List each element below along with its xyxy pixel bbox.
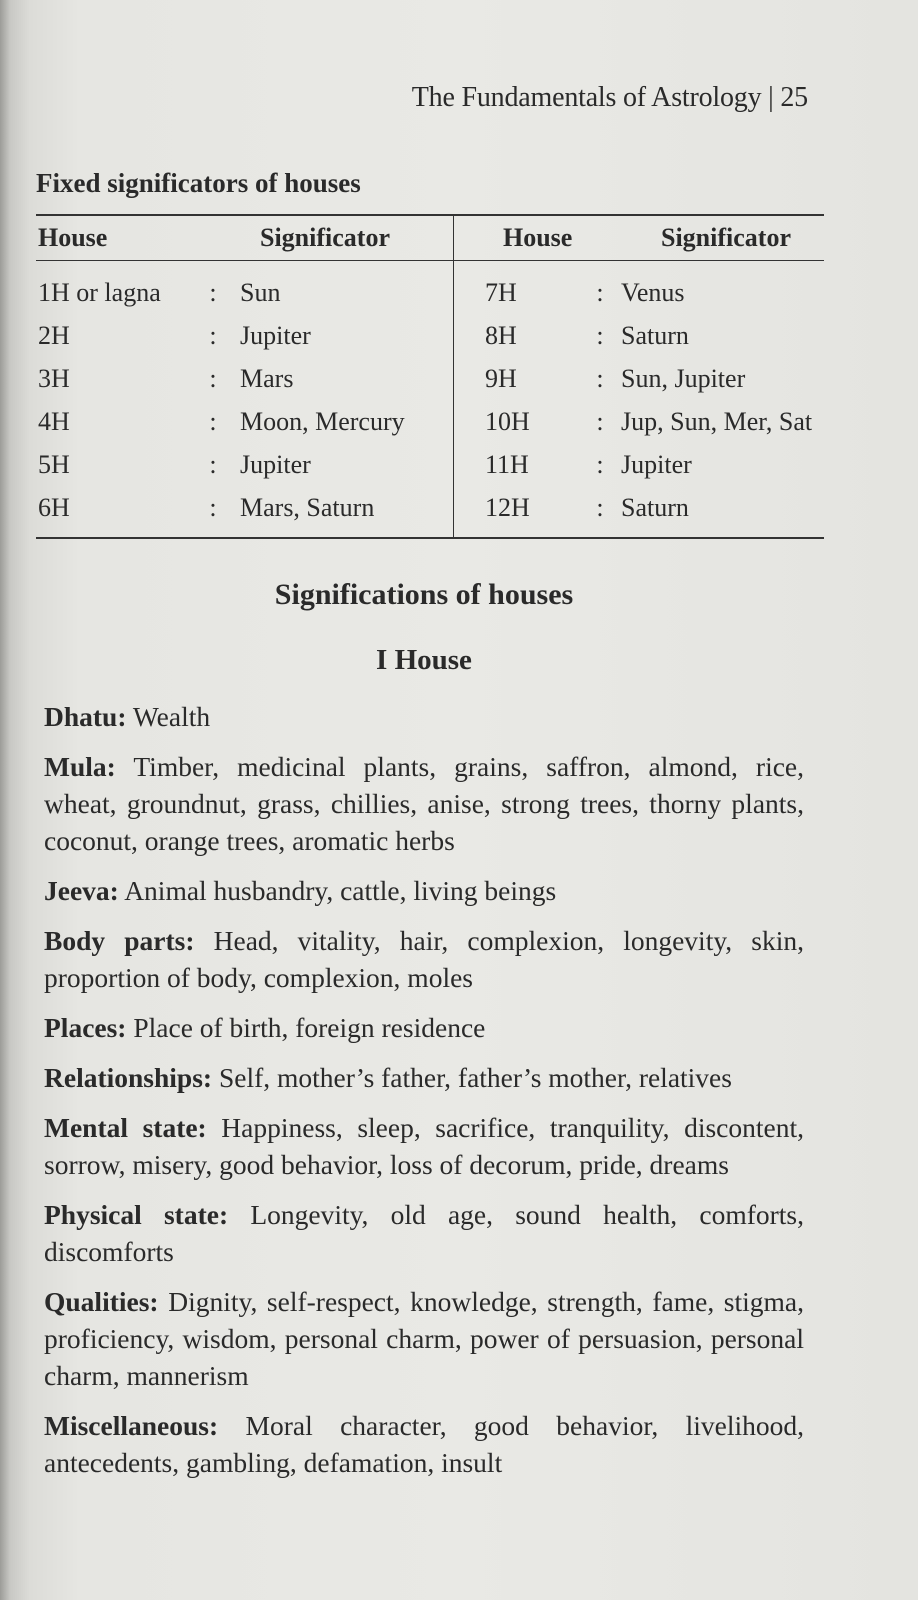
- entry-text: Place of birth, foreign residence: [133, 1012, 486, 1043]
- significator-cell: Saturn: [621, 492, 689, 522]
- entry-label: Miscellaneous:: [44, 1410, 219, 1441]
- separator: :: [209, 320, 217, 350]
- significator-cell: Mars: [240, 363, 294, 393]
- house-cell: 7H: [485, 277, 517, 307]
- entry-places: [44, 1009, 804, 1046]
- separator: :: [209, 406, 217, 436]
- house-cell: 3H: [38, 363, 70, 393]
- entry-text: Head, vitality, hair, complexion, longevity, skin, proportion of body, complexion, moles: [44, 925, 805, 993]
- table-column-divider: [453, 216, 454, 537]
- significator-cell: Saturn: [621, 320, 689, 350]
- table-row: [36, 357, 824, 400]
- significator-cell: Sun, Jupiter: [621, 363, 746, 393]
- significator-cell: Sun: [240, 277, 281, 307]
- entry-label: Mula:: [44, 751, 116, 782]
- entry-label: Jeeva:: [44, 875, 119, 906]
- table-row: [36, 443, 824, 486]
- entry-label: Relationships:: [44, 1062, 213, 1093]
- separator: :: [596, 406, 604, 436]
- entry-jeeva: [44, 872, 804, 909]
- house-cell: 6H: [38, 492, 70, 522]
- entry-text: Longevity, old age, sound health, comforts, discomforts: [44, 1199, 804, 1267]
- section-title: Significations of houses: [274, 578, 574, 611]
- sub-title: I House: [376, 644, 472, 676]
- house-cell: 9H: [485, 363, 517, 393]
- table-row: [36, 486, 824, 529]
- entry-label: Dhatu:: [44, 701, 127, 732]
- header-house-left: House: [38, 223, 108, 252]
- significators-table: [36, 214, 824, 539]
- entry-label: Mental state:: [44, 1112, 207, 1143]
- significator-cell: Jupiter: [240, 320, 311, 350]
- separator: :: [596, 320, 604, 350]
- header-significator-left: Significator: [260, 223, 390, 252]
- header-house-right: House: [503, 223, 573, 252]
- entry-text: Moral character, good behavior, livelihood, antecedents, gambling, defamation, insult: [44, 1410, 805, 1478]
- entry-qualities: [44, 1283, 804, 1394]
- entry-label: Qualities:: [44, 1286, 159, 1317]
- house-cell: 10H: [485, 406, 530, 436]
- entry-text: Wealth: [132, 701, 211, 732]
- entry-text: Animal husbandry, cattle, living beings: [124, 875, 557, 906]
- entry-label: Physical state:: [44, 1199, 229, 1230]
- separator: :: [209, 492, 217, 522]
- entry-miscellaneous: [44, 1407, 804, 1481]
- entry-physical-state: [44, 1196, 804, 1270]
- entry-text: Self, mother’s father, father’s mother, relatives: [218, 1062, 732, 1093]
- entry-text: Dignity, self-respect, knowledge, strength, fame, stigma, proficiency, wisdom, personal charm, power of persuasion, personal charm, mannerism: [44, 1286, 804, 1391]
- significator-cell: Mars, Saturn: [240, 492, 375, 522]
- separator: :: [596, 449, 604, 479]
- table-body: [36, 261, 824, 537]
- significator-cell: Jupiter: [240, 449, 311, 479]
- table-row: [36, 400, 824, 443]
- house-cell: 8H: [485, 320, 517, 350]
- entry-mental-state: [44, 1109, 804, 1183]
- house-cell: 12H: [485, 492, 530, 522]
- entry-mula: [44, 748, 804, 859]
- running-head: The Fundamentals of Astrology | 25: [411, 82, 808, 113]
- header-significator-right: Significator: [661, 223, 791, 252]
- separator: :: [209, 277, 217, 307]
- separator: :: [596, 363, 604, 393]
- significator-cell: Moon, Mercury: [240, 406, 405, 436]
- house-cell: 1H or lagna: [38, 277, 161, 307]
- separator: :: [209, 449, 217, 479]
- separator: :: [596, 277, 604, 307]
- significator-cell: Jup, Sun, Mer, Sat: [621, 406, 813, 436]
- entry-text: Happiness, sleep, sacrifice, tranquility, discontent, sorrow, misery, good behavior, loss of decorum, pride, dreams: [44, 1112, 804, 1180]
- entry-body-parts: [44, 922, 804, 996]
- house-cell: 5H: [38, 449, 70, 479]
- entry-relationships: [44, 1059, 804, 1096]
- significator-cell: Jupiter: [621, 449, 692, 479]
- house-cell: 11H: [485, 449, 529, 479]
- separator: :: [209, 363, 217, 393]
- significator-cell: Venus: [621, 277, 685, 307]
- entry-text: Timber, medicinal plants, grains, saffron, almond, rice, wheat, groundnut, grass, chillies, anise, strong trees, thorny plants, coconut, orange trees, aromatic herbs: [44, 751, 804, 856]
- table-header-row: [36, 216, 824, 261]
- entry-label: Places:: [44, 1012, 127, 1043]
- entry-dhatu: [44, 698, 804, 735]
- house-cell: 4H: [38, 406, 70, 436]
- separator: :: [596, 492, 604, 522]
- table-row: [36, 314, 824, 357]
- house-cell: 2H: [38, 320, 70, 350]
- table-row: [36, 271, 824, 314]
- table-title: Fixed significators of houses: [36, 168, 361, 198]
- entry-label: Body parts:: [44, 925, 195, 956]
- significations-list: [44, 698, 804, 1494]
